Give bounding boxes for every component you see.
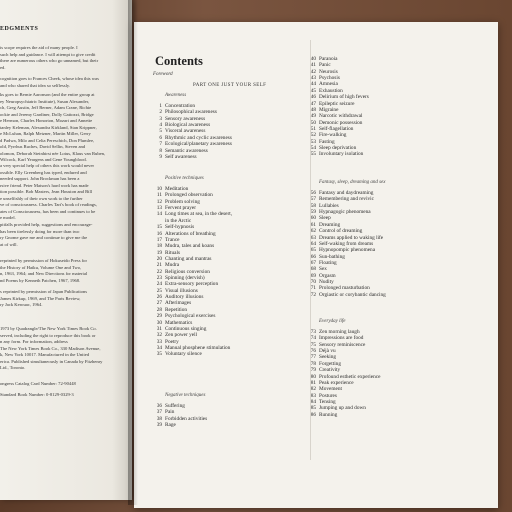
chapter-title: Postures — [319, 392, 337, 399]
toc-entry — [152, 422, 302, 428]
chapter-number: 8 — [159, 147, 162, 154]
chapter-title: Amnesia — [319, 81, 338, 88]
text-line: n any form. For information, address — [0, 339, 68, 344]
chapter-number: 9 — [159, 153, 162, 160]
chapter-number: 72 — [310, 291, 316, 298]
chapter-title: Forgetting — [319, 360, 341, 367]
section-heading: Everyday life — [319, 319, 346, 324]
chapter-title: Creativity — [319, 367, 341, 374]
chapter-title: Sensory reminiscence — [319, 341, 366, 348]
chapter-title: Visceral awareness — [165, 128, 206, 135]
acknowledgments-heading: EDGMENTS — [0, 26, 39, 32]
chapter-number: 24 — [156, 281, 162, 288]
chapter-number: 34 — [156, 344, 162, 351]
text-line: ongress Catalog Card Number: 72-90448 — [0, 381, 76, 386]
chapter-number: 58 — [310, 202, 316, 209]
chapter-title: Spinning (dervish) — [165, 275, 205, 282]
text-line: s reprinted by permission of Japan Publications — [0, 289, 88, 294]
chapter-number: 83 — [310, 392, 316, 399]
text-line: nd Poems by Kenneth Patchen, 1967, 1968. — [0, 277, 81, 283]
chapter-title: Sensory awareness — [165, 115, 206, 122]
contents-title: Contents — [155, 54, 203, 68]
chapter-number: 70 — [310, 279, 316, 286]
chapter-number: 85 — [310, 405, 316, 412]
toc-entry — [306, 412, 456, 418]
text-line: such help and guidance. I will attempt to give credit — [0, 51, 96, 57]
text-line: served, including the right to reproduce this book or — [0, 332, 96, 338]
acknowledgment-paragraph — [0, 76, 132, 89]
chapter-number: 32 — [156, 332, 162, 339]
chapter-number: 31 — [156, 325, 162, 332]
section-heading: Negative techniques — [165, 393, 206, 398]
chapter-number: 33 — [156, 338, 162, 345]
text-line: n, 1963, 1964; and New Directions for material — [0, 271, 88, 276]
text-line: is scope requires the aid of many people. I — [0, 45, 78, 50]
text-line: James Kirkup, 1969, and The Paris Review, — [0, 295, 81, 301]
text-line: ossible. Elly Greenberg has typed, endured and — [0, 169, 87, 175]
chapter-title: Mudra — [165, 262, 180, 269]
chapter-title: Self-flagellation — [319, 125, 354, 132]
chapter-title: Ecological/planetary awareness — [165, 141, 232, 148]
chapter-title: Repetition — [165, 306, 188, 313]
acknowledgment-paragraph — [0, 392, 132, 399]
book-gutter — [128, 0, 138, 505]
toc-section — [152, 403, 302, 428]
text-line: a very special help of others this work would never — [0, 163, 95, 168]
text-line: The New York Times Book Co., 330 Madison Avenue, — [0, 345, 101, 351]
chapter-number: 18 — [156, 243, 162, 250]
chapter-title: Delirium of high fevers — [319, 94, 369, 101]
chapter-title: Philosophical awareness — [165, 109, 217, 116]
chapter-number: 76 — [310, 348, 316, 355]
chapter-title: Mathematics — [165, 319, 193, 326]
acknowledgment-paragraph — [0, 222, 132, 248]
chapter-title: Déjà vu — [319, 348, 336, 355]
chapter-title: Paranoia — [319, 56, 338, 62]
chapter-number: 67 — [310, 259, 316, 266]
text-line: Standard Book Number: 0-8129-0329-3 — [0, 392, 74, 397]
chapter-number: 16 — [156, 230, 162, 237]
chapter-number: 36 — [156, 403, 162, 409]
chapter-number: 3 — [159, 115, 162, 122]
chapter-title: Auditory illusions — [165, 294, 204, 301]
text-line: the History of Haiku, Volume One and Two, — [0, 264, 82, 270]
chapter-number: 11 — [156, 192, 162, 199]
chapter-number: 82 — [310, 386, 316, 393]
chapter-title: Voluntary silence — [165, 351, 202, 358]
chapter-number: 13 — [156, 205, 162, 212]
chapter-title: Peak experience — [319, 379, 354, 386]
acknowledgment-paragraph — [0, 326, 132, 372]
text-line: d Padwa, Milo and Celia Pereschich, Don Plumlee, — [0, 137, 95, 143]
chapter-title: Dreams applied to waking life — [319, 234, 384, 241]
chapter-title: Rituals — [165, 249, 181, 256]
chapter-title: Forbidden activities — [165, 415, 208, 422]
chapter-number: 46 — [310, 94, 316, 101]
chapter-number: 41 — [310, 62, 316, 69]
chapter-title: Prolonged masturbation — [319, 285, 370, 292]
chapter-title: Mudra, tales and koans — [165, 243, 215, 250]
acknowledgment-paragraph — [0, 381, 132, 388]
chapter-number: 5 — [159, 128, 162, 135]
text-line: needed support. John Brockman has been a — [0, 176, 80, 181]
chapter-number: 86 — [310, 411, 316, 418]
chapter-number: 77 — [310, 354, 316, 361]
chapter-number: 71 — [310, 285, 316, 292]
chapter-number: 81 — [310, 379, 316, 386]
text-line: ry Jack Kerouac, 1964. — [0, 302, 43, 307]
chapter-number: 20 — [156, 255, 162, 262]
chapter-number: 84 — [310, 398, 316, 405]
chapter-title: Orgasm — [319, 272, 336, 279]
chapter-number: 62 — [310, 228, 316, 235]
chapter-number: 10 — [156, 186, 162, 192]
text-line: e unselfishly of their own work to the further — [0, 195, 83, 201]
text-line: ates of Consciousness, has been and continues to be — [0, 208, 96, 214]
chapter-title: Control of dreaming — [319, 228, 363, 235]
chapter-title: Movement — [319, 386, 342, 393]
text-line: tanley Keleman, Alexandra Kirkland, Stan Krippner, — [0, 124, 97, 130]
chapter-number: 26 — [156, 294, 162, 301]
chapter-title: Zen power yell — [165, 332, 198, 339]
chapter-number: 4 — [159, 122, 162, 129]
chapter-number: 44 — [310, 81, 316, 88]
text-line: pitfalls provided help, suggestions and encourage- — [0, 222, 93, 227]
part-heading: PART ONE JUST YOUR SELF — [193, 83, 267, 88]
text-line: at of will. — [0, 241, 18, 247]
text-line: k, New York 10017. Manufactured in the United — [0, 352, 90, 357]
chapter-title: Religious conversion — [165, 268, 210, 275]
chapter-number: 55 — [310, 151, 316, 158]
text-line: erica. Published simultaneously in Canada by Fitzhenry — [0, 358, 103, 364]
chapter-title: Biological awareness — [165, 122, 211, 129]
text-line: rsive friend. Peter Matson's hard work has made — [0, 182, 89, 188]
chapter-title: Exhaustion — [319, 87, 343, 94]
chapter-title: Dreaming — [319, 221, 341, 228]
chapter-title: Panic — [319, 62, 331, 69]
chapter-title: Migraine — [319, 106, 339, 113]
chapter-title: Prolonged observation — [165, 192, 213, 199]
chapter-number: 12 — [156, 198, 162, 205]
chapter-title: Epileptic seizure — [319, 100, 355, 107]
chapter-number: 22 — [156, 268, 162, 275]
foreword-entry: Foreword — [153, 72, 173, 77]
chapter-title: Hypnagogic phenomena — [319, 209, 371, 216]
chapter-number: 28 — [156, 306, 162, 313]
chapter-number: 39 — [156, 422, 162, 429]
chapter-title: Continuous singing — [165, 325, 207, 332]
text-line: cognition goes to Frances Cheek, whose idea this was — [0, 76, 99, 81]
chapter-number: 35 — [156, 351, 162, 358]
chapter-title: Remembering and revivic — [319, 196, 375, 203]
text-line: e McLuhan, Ralph Metzner, Martin Miller, Gerry — [0, 131, 91, 136]
chapter-number: 79 — [310, 367, 316, 374]
chapter-number: 21 — [156, 262, 162, 269]
chapter-title: Impressions are food — [319, 335, 364, 342]
toc-section — [306, 56, 456, 158]
chapter-title: Semantic awareness — [165, 147, 208, 154]
chapter-number: 6 — [159, 134, 162, 141]
chapter-number: 78 — [310, 360, 316, 367]
section-heading: Positive techniques — [165, 176, 204, 181]
chapter-number: 23 — [156, 275, 162, 282]
chapter-number: 54 — [310, 145, 316, 152]
section-heading: Awareness — [165, 93, 187, 98]
text-line: ey Neuropsychiatric Institute), Susan Alexander, — [0, 98, 90, 104]
acknowledgment-paragraph — [0, 45, 132, 71]
chapter-number: 69 — [310, 272, 316, 279]
chapter-title: Suffering — [165, 403, 185, 409]
chapter-number: 42 — [310, 68, 316, 75]
chapter-title: Meditation — [165, 186, 189, 192]
chapter-title: Tensing — [319, 398, 336, 405]
chapter-title: Lullabies — [319, 202, 339, 209]
chapter-title: Visual illusions — [165, 287, 198, 294]
text-line: e Hermon, Charles Honorton, Mozart and Annette — [0, 118, 93, 123]
chapter-number: 43 — [310, 75, 316, 82]
chapter-title: Narcotic withdrawal — [319, 113, 363, 120]
chapter-number: 30 — [156, 319, 162, 326]
chapter-title: Manual phosphene stimulation — [165, 344, 231, 351]
chapter-number: 51 — [310, 125, 316, 132]
toc-section — [152, 186, 302, 358]
text-line: there are numerous others who go unnamed, but their — [0, 58, 99, 63]
text-line: tion possible. Bob Masters, Jean Houston and Bill — [0, 189, 92, 194]
chapter-number: 50 — [310, 119, 316, 126]
acknowledgment-paragraph — [0, 289, 132, 309]
left-page — [0, 0, 132, 500]
chapter-number: 66 — [310, 253, 316, 260]
chapter-number: 37 — [156, 409, 162, 416]
chapter-number: 25 — [156, 287, 162, 294]
text-line: and who shared that idea so selflessly. — [0, 82, 70, 88]
chapter-title: Fire-walking — [319, 132, 347, 139]
chapter-number: 63 — [310, 234, 316, 241]
chapter-title: Poetry — [165, 338, 179, 345]
chapter-title: in the Arctic — [165, 217, 192, 224]
chapter-title: Concentration — [165, 103, 196, 109]
chapter-number: 60 — [310, 215, 316, 222]
toc-section — [306, 329, 456, 418]
text-line: old, Pyrrhus Ruches, David Sellin, Steven and — [0, 144, 86, 149]
chapter-title: Sleep — [319, 215, 331, 222]
chapter-number: 38 — [156, 415, 162, 422]
chapter-title: Zen morning laugh — [319, 329, 360, 335]
toc-section — [152, 103, 302, 160]
acknowledgment-paragraph — [0, 258, 132, 284]
acknowledgment-paragraph — [0, 163, 132, 222]
text-line: olomon, Deborah Steinhirst née Lotus, Klaus van Ruben, — [0, 150, 106, 156]
chapter-title: Sex — [319, 266, 327, 273]
toc-entry — [152, 154, 302, 160]
chapter-title: Pain — [165, 409, 175, 416]
chapter-number: 1 — [159, 103, 162, 109]
toc-entry — [306, 292, 456, 298]
chapter-title: Afterimages — [165, 300, 192, 307]
text-line: ch, Greg Austin, Jeff Berner, Adam Crane, Richie — [0, 105, 92, 110]
chapter-title: Orgiastic or corybantic dancing — [319, 291, 386, 298]
chapter-title: Psychosis — [319, 75, 340, 82]
chapter-title: Jumping up and down — [319, 405, 366, 412]
chapter-title: Neurosis — [319, 68, 338, 75]
chapter-number: 73 — [310, 329, 316, 335]
chapter-title: Self-hypnosis — [165, 224, 195, 231]
text-line: Ltd., Toronto. — [0, 365, 26, 370]
chapter-title: Psychological exercises — [165, 313, 216, 320]
chapter-title: Rage — [165, 422, 176, 429]
chapter-number: 48 — [310, 106, 316, 113]
chapter-title: Demonic possession — [319, 119, 363, 126]
chapter-title: Sun-bathing — [319, 253, 345, 260]
text-line: e model. — [0, 215, 16, 220]
chapter-number: 49 — [310, 113, 316, 120]
chapter-title: Alterations of breathing — [165, 230, 216, 237]
chapter-number: 14 — [156, 211, 162, 218]
toc-section — [306, 190, 456, 298]
chapter-number: 74 — [310, 335, 316, 342]
chapter-title: Chanting and mantras — [165, 255, 212, 262]
chapter-number: 40 — [310, 56, 316, 62]
text-line: ks goes to Bernie Aaronson (and the entire group at — [0, 92, 95, 97]
chapter-number: 65 — [310, 247, 316, 254]
chapter-number: 52 — [310, 132, 316, 139]
chapter-number: 61 — [310, 221, 316, 228]
chapter-title: Involuntary isolation — [319, 151, 364, 158]
acknowledgment-paragraph — [0, 92, 132, 164]
chapter-title: Nudity — [319, 279, 334, 286]
chapter-number: 2 — [159, 109, 162, 116]
chapter-title: Fervent prayer — [165, 205, 197, 212]
text-line: reprinted by permission of Hokuseido Press for — [0, 258, 88, 263]
text-line: ve of consciousness. Charles Tart's book of readings, — [0, 202, 97, 207]
text-line: ockie and Jeremy Gardiner, Dolly Gattozzi, Bridge — [0, 111, 94, 117]
chapter-number: 7 — [159, 141, 162, 148]
chapter-title: Problem solving — [165, 198, 200, 205]
text-line: ry Gnome gave me and continue to give me the — [0, 235, 88, 240]
chapter-number: 80 — [310, 373, 316, 380]
chapter-number: 19 — [156, 249, 162, 256]
text-line: 1973 by Quadrangle/The New York Times Book Co. — [0, 326, 97, 331]
chapter-number: 53 — [310, 138, 316, 145]
chapter-number: 27 — [156, 300, 162, 307]
chapter-number: 56 — [310, 190, 316, 196]
chapter-title: Self-waking from dreams — [319, 240, 374, 247]
chapter-number: 45 — [310, 87, 316, 94]
chapter-number: 64 — [310, 240, 316, 247]
toc-entry — [152, 351, 302, 357]
chapter-title: Extra-sensory perception — [165, 281, 219, 288]
chapter-title: Fasting — [319, 138, 335, 145]
chapter-title: Self awareness — [165, 153, 197, 160]
chapter-number: 17 — [156, 236, 162, 243]
chapter-title: Seeking — [319, 354, 337, 361]
chapter-number: 29 — [156, 313, 162, 320]
text-line: ed. — [0, 64, 6, 70]
chapter-title: Trance — [165, 236, 180, 243]
chapter-number: 15 — [156, 224, 162, 231]
chapter-number: 57 — [310, 196, 316, 203]
chapter-title: Running — [319, 411, 338, 418]
text-line: has been tirelessly doing for more than two — [0, 228, 80, 234]
chapter-title: Profound esthetic experience — [319, 373, 381, 380]
text-line: Wilcock, Karl Yeargens and Gene Youngblood. — [0, 157, 87, 162]
chapter-number: 59 — [310, 209, 316, 216]
section-heading: Fantasy, sleep, dreaming and sex — [319, 180, 386, 185]
toc-entry — [306, 151, 456, 157]
chapter-number: 68 — [310, 266, 316, 273]
chapter-title: Rhythmic and cyclic awareness — [165, 134, 232, 141]
chapter-number: 75 — [310, 341, 316, 348]
chapter-title: Long times at sea, in the desert, — [165, 211, 233, 218]
chapter-number: 47 — [310, 100, 316, 107]
chapter-title: Hypnopompic phenomena — [319, 247, 376, 254]
chapter-title: Sleep deprivation — [319, 145, 357, 152]
chapter-title: Floating — [319, 259, 337, 266]
chapter-title: Fantasy and daydreaming — [319, 190, 374, 196]
